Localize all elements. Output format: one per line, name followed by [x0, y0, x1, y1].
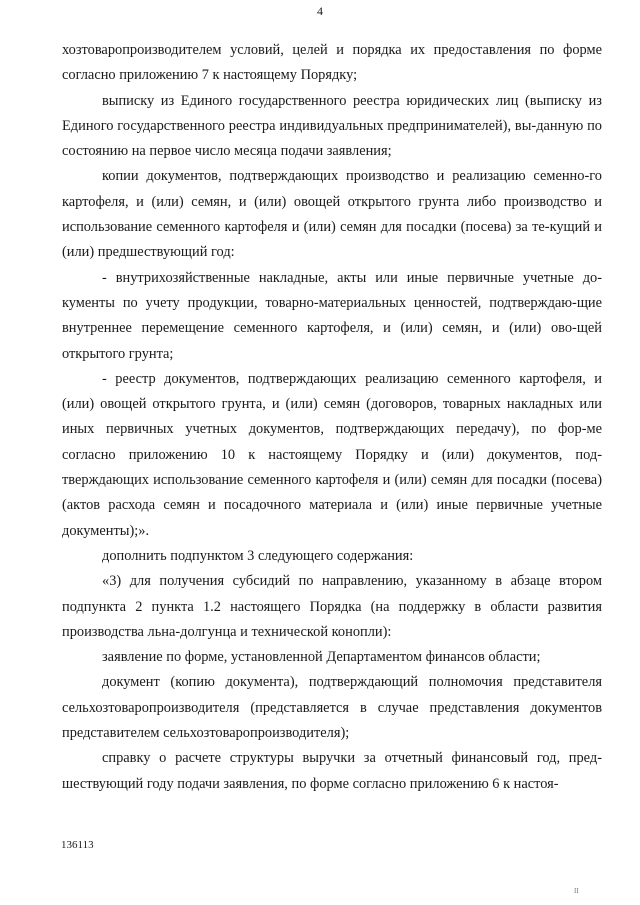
text-line: шествующий году подачи заявления, по форме согласно приложению 6 к настоя- — [62, 775, 559, 792]
text-line: тверждающих использование семенного картофеля и (или) семян для посадки — [62, 472, 547, 489]
document-code: 136113 — [61, 839, 94, 851]
text-line: щие внутреннее перемещение семенного картофеля, и (или) семян, и (или) ово- — [62, 294, 602, 337]
paragraph — [62, 569, 602, 645]
text-line: заявление по форме, установленной Департаментом финансов области; — [102, 649, 541, 666]
text-line: - внутрихозяйственные накладные, акты или иные первичные учетные до- — [102, 269, 602, 286]
text-line: кументы по учету продукции, товарно-материальных ценностей, подтверждаю- — [62, 294, 577, 311]
text-line: сельхозтоваропроизводителя (представляется в случае представления документов — [62, 699, 602, 716]
paragraph — [62, 670, 602, 746]
paragraph — [62, 164, 602, 265]
text-line: щей открытого грунта; — [62, 320, 602, 362]
text-line: хозтоваропроизводителем условий, целей и порядка их предоставления по форме — [62, 42, 602, 58]
paragraph — [62, 266, 602, 367]
text-line: (посева) (актов расхода семян и посадочного материала и (или) иные первичные — [62, 472, 602, 514]
paragraph — [62, 645, 602, 670]
text-line: подпункта 2 пункта 1.2 настоящего Порядка (на поддержку в области развития — [62, 598, 602, 615]
text-line: - реестр документов, подтверждающих реализацию семенного картофеля, и — [102, 370, 602, 387]
corner-mark: II — [574, 887, 579, 895]
text-line: представителем сельхозтоваропроизводителя); — [62, 725, 350, 742]
text-line: дополнить подпунктом 3 следующего содержания: — [102, 547, 414, 564]
text-line: данную по состоянию на первое число месяца подачи заявления; — [62, 117, 602, 160]
text-line: «3) для получения субсидий по направлению, указанному в абзаце втором — [102, 573, 602, 590]
text-line: из Единого государственного реестра индивидуальных предпринимателей), вы- — [62, 92, 602, 134]
text-line: (или) овощей открытого грунта, и (или) семян (договоров, товарных накладных — [62, 396, 574, 413]
text-line: документ (копию документа), подтверждающий полномочия представителя — [102, 674, 602, 691]
text-line: кущий и (или) предшествующий год: — [62, 219, 603, 261]
paragraph — [62, 89, 602, 165]
text-line: выписку из Единого государственного реестра юридических лиц (выписку — [102, 92, 583, 109]
text-line: справку о расчете структуры выручки за отчетный финансовый год, пред- — [102, 750, 602, 767]
text-line: го картофеля, и (или) семян, и (или) овощей открытого грунта либо производство — [62, 168, 602, 210]
paragraph — [62, 38, 602, 89]
text-line: копии документов, подтверждающих производство и реализацию семенно- — [102, 168, 590, 185]
paragraph — [62, 544, 602, 569]
text-line: согласно приложению 7 к настоящему Порядку; — [62, 67, 358, 84]
text-line: ме согласно приложению 10 к настоящему Порядку и (или) документов, под- — [62, 421, 602, 463]
body-text — [62, 38, 602, 797]
paragraph — [62, 367, 602, 544]
text-line: учетные документы);». — [62, 497, 602, 539]
text-line: или иных первичных учетных документов, подтверждающих передачу), по фор- — [62, 396, 602, 438]
text-line: и использование семенного картофеля и (или) семян для посадки (посева) за те- — [62, 193, 602, 236]
page-number: 4 — [317, 4, 323, 18]
paragraph — [62, 746, 602, 797]
text-line: производства льна-долгунца и технической конопли): — [62, 623, 392, 640]
